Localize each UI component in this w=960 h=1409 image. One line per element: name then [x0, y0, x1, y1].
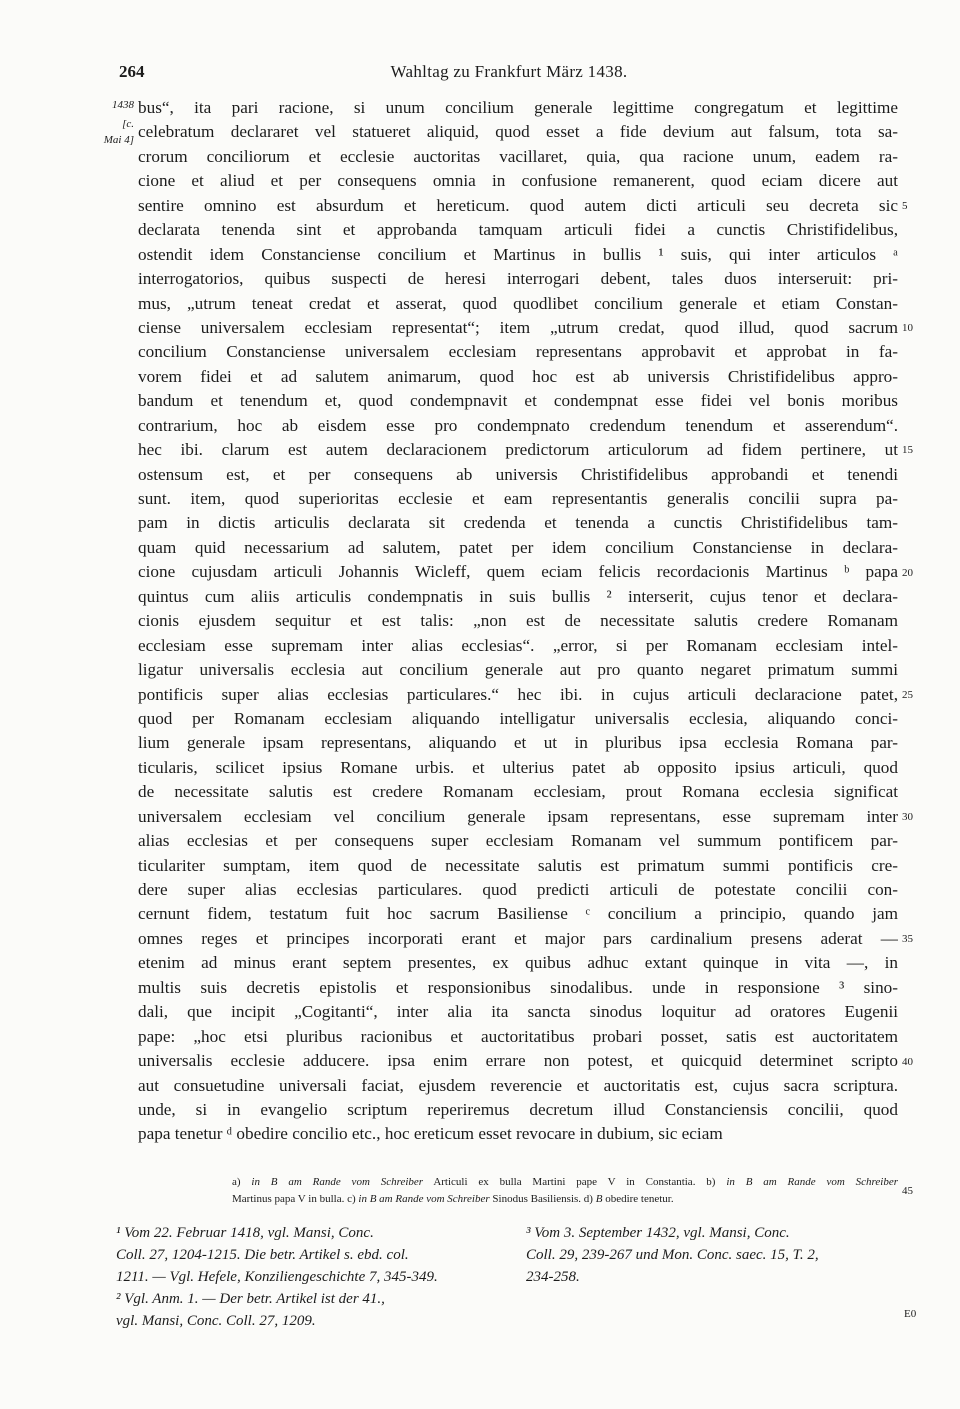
signature-mark: E0 — [904, 1308, 917, 1320]
text-line: dali, que incipit „Cogitanti“, inter alia ita sancta sinodus loquitur ad oratores Eugenii — [138, 1002, 898, 1022]
apparatus-d-text: obedire tenetur. — [605, 1193, 674, 1205]
apparatus-d-location: B — [595, 1193, 603, 1205]
text-line: ticulariter sumptam, item quod de necessitate salutis est primatum summi pontificis cre- — [138, 855, 898, 875]
line-number: 25 — [902, 688, 913, 701]
text-line: ciense universalem ecclesiam representat“; item „utrum credat, quod illud, quod sacrum — [138, 317, 898, 337]
apparatus-c-siglum: c) — [347, 1193, 356, 1205]
text-line: cione et aliud et per consequens omnia in confusione remanerent, quod eciam dicere aut — [138, 171, 898, 191]
apparatus-c-location: in B am Rande vom Schreiber — [358, 1193, 490, 1205]
line-number: 30 — [902, 811, 913, 824]
text-line: aut consuetudine universali faciat, ejusdem reverencie et auctoritatis est, cujus sacra scriptura. — [138, 1075, 898, 1095]
text-line: mus, „utrum teneat credat et asserat, quod quodlibet concilium generale et etiam Constan- — [138, 293, 898, 313]
line-number: 35 — [902, 933, 913, 946]
footnote-line: 1211. — Vgl. Hefele, Konziliengeschichte 7, 345-349. — [116, 1269, 438, 1285]
text-line: cernunt fidem, testatum fuit hoc sacrum Basiliense ᶜ concilium a principio, quando jam — [138, 904, 898, 924]
apparatus-a-siglum: a) — [232, 1176, 241, 1188]
text-line: bus“, ita pari racione, si unum concilium generale legittime congregatum et legittime — [138, 98, 898, 117]
text-line: ligatur universalis ecclesia aut concilium generale aut pro quanto negaret primatum summi — [138, 660, 898, 680]
apparatus-line — [232, 1174, 898, 1191]
text-line: ostendit idem Constanciense concilium et Martinus in bullis ¹ suis, qui inter articulos ᵃ — [138, 244, 898, 264]
text-line: pape: „hoc etsi pluribus racionibus et auctoritatibus probari posset, satis est auctoritatem — [138, 1026, 898, 1046]
text-line: multis suis decretis epistolis et responsionibus sinodalibus. unde in responsione ³ sino- — [138, 977, 898, 997]
text-line: contrarium, hoc ab eisdem esse pro condempnato credendum tenendum et asserendum“. — [138, 415, 898, 435]
text-line: etenim ad minus erant septem presentes, ex quibus adhuc extant quinque in vita —, in — [138, 953, 898, 973]
apparatus-a-text: Articuli ex bulla Martini pape V in Constantia. — [433, 1176, 696, 1188]
text-line: ticularis, scilicet ipsius Romane urbis. et ulterius patet ab opposito ipsius articuli, quod — [138, 757, 898, 777]
critical-apparatus — [232, 1174, 898, 1208]
footnote-line: ² Vgl. Anm. 1. — Der betr. Artikel ist der 41., — [116, 1291, 385, 1307]
footnote-line: vgl. Mansi, Conc. Coll. 27, 1209. — [116, 1313, 316, 1329]
footnotes-left-column — [116, 1222, 510, 1332]
text-line: hec ibi. clarum est autem declaracionem predictorum articulorum ad fidem pertinere, ut — [138, 440, 898, 460]
apparatus-c-text: Sinodus Basiliensis. — [492, 1193, 582, 1205]
footnote-line: ¹ Vom 22. Februar 1418, vgl. Mansi, Conc. — [116, 1225, 374, 1241]
text-line: ecclesiam esse supremam inter alias ecclesias“. „error, si per Romanam ecclesiam intel- — [138, 635, 898, 655]
text-line: sunt. item, quod superioritas ecclesie et eam representantis generalis concilii supra pa- — [138, 489, 898, 508]
line-number: 15 — [902, 444, 913, 457]
text-line: ostensum est, et per consequens ab universis Christifidelibus approbandi et tenendi — [138, 464, 898, 484]
text-line: celebratum declararet vel statueret aliquid, quod esset a fide devium aut falsum, tota sa- — [138, 122, 898, 142]
main-text — [138, 96, 898, 1147]
line-number: 10 — [902, 322, 913, 335]
running-head: Wahltag zu Frankfurt März 1438. — [390, 62, 628, 81]
footnote-line: Coll. 27, 1204-1215. Die betr. Artikel s. ebd. col. — [116, 1247, 409, 1263]
text-line: cione cujusdam articuli Johannis Wicleff, quem eciam felicis recordacionis Martinus ᵇ papa — [138, 562, 898, 582]
footnote-line: Coll. 29, 239-267 und Mon. Conc. saec. 15, T. 2, — [526, 1247, 819, 1263]
apparatus-b-siglum: b) — [706, 1176, 716, 1188]
text-line: declarata tenenda sint et approbanda tamquam articuli fidei a cunctis Christifidelibus, — [138, 220, 898, 240]
text-line: pam in dictis articulis declarata sit credenda et tenenda a cunctis Christifidelibus tam- — [138, 513, 898, 533]
apparatus-a-location: in B am Rande vom Schreiber — [251, 1176, 424, 1188]
text-line: cionis ejusdem sequitur et est talis: „non est de necessitate salutis credere Romanam — [138, 611, 898, 631]
text-line: crorum conciliorum et ecclesie auctoritas vacillaret, quia, qua racione unum, eadem ra- — [138, 146, 898, 166]
apparatus-d-siglum: d) — [583, 1193, 593, 1205]
margin-date-line1: [c. — [122, 118, 134, 130]
footnotes-right-column — [526, 1222, 906, 1288]
text-line: alias ecclesias et per consequens super ecclesiam Romanam vel summum pontificem par- — [138, 831, 898, 851]
text-line: lium generale ipsam representans, aliquando et ut in pluribus ipsa ecclesia Romana par- — [138, 733, 898, 753]
text-line: universalem ecclesiam vel concilium generale ipsam representans, esse supremam inter — [138, 806, 898, 826]
page-header — [119, 62, 899, 88]
margin-year: 1438 — [112, 99, 134, 111]
line-number: 20 — [902, 566, 913, 579]
text-line: bandum et tenendum et, quod condempnavit et condempnat esse fidei vel bonis moribus — [138, 391, 898, 411]
footnote-line: ³ Vom 3. September 1432, vgl. Mansi, Conc. — [526, 1225, 790, 1241]
line-number: 40 — [902, 1055, 913, 1068]
apparatus-b-text: Martinus papa V in bulla. — [232, 1193, 345, 1205]
text-line: quintus cum aliis articulis condempnatis in suis bullis ² interserit, cujus tenor et declara- — [138, 586, 898, 606]
apparatus-b-location: in B am Rande vom Schreiber — [726, 1176, 898, 1188]
text-line: de necessitate salutis est credere Romanam ecclesiam, prout Romana ecclesia significat — [138, 782, 898, 802]
text-line: quod per Romanam ecclesiam aliquando intelligatur universalis ecclesia, aliquando conci- — [138, 708, 898, 728]
text-line: omnes reges et principes incorporati erant et major pars cardinalium presens aderat — — [138, 928, 898, 948]
text-line: interrogatorios, quibus suspecti de heresi interrogari debent, tales duos interseruit: pri- — [138, 269, 898, 289]
text-line: unde, si in evangelio scriptum reperiremus decretum illud Constanciensis concilii, quod — [138, 1099, 898, 1119]
footnote-line: 234-258. — [526, 1269, 580, 1285]
apparatus-line — [232, 1191, 898, 1208]
text-line: concilium Constanciense universalem ecclesiam representans approbavit et approbat in fa- — [138, 342, 898, 362]
text-line: universalis ecclesie adducere. ipsa enim errare non potest, et quicquid determinet scripto — [138, 1051, 898, 1071]
page-number: 264 — [119, 62, 145, 81]
apparatus-line-number: 45 — [902, 1185, 913, 1197]
text-line: sentire omnino est absurdum et hereticum. quod autem dicti articuli seu decreta sic — [138, 195, 898, 215]
text-line: quam quid necessarium ad salutem, patet per idem concilium Constanciense in declara- — [138, 537, 898, 557]
text-line: pontificis super alias ecclesias particulares.“ hec ibi. in cujus articuli declaracione patet, — [138, 684, 898, 704]
line-number: 5 — [902, 199, 908, 212]
text-line: dere super alias ecclesias particulares. quod predicti articuli de potestate concilii con- — [138, 880, 898, 899]
margin-date-line2: Mai 4] — [103, 134, 134, 146]
text-line: papa tenetur ᵈ obedire concilio etc., hoc ereticum esset revocare in dubium, sic eciam — [138, 1124, 723, 1144]
text-line: vorem fidei et ad salutem animarum, quod hoc est ab universis Christifidelibus appro- — [138, 366, 898, 386]
